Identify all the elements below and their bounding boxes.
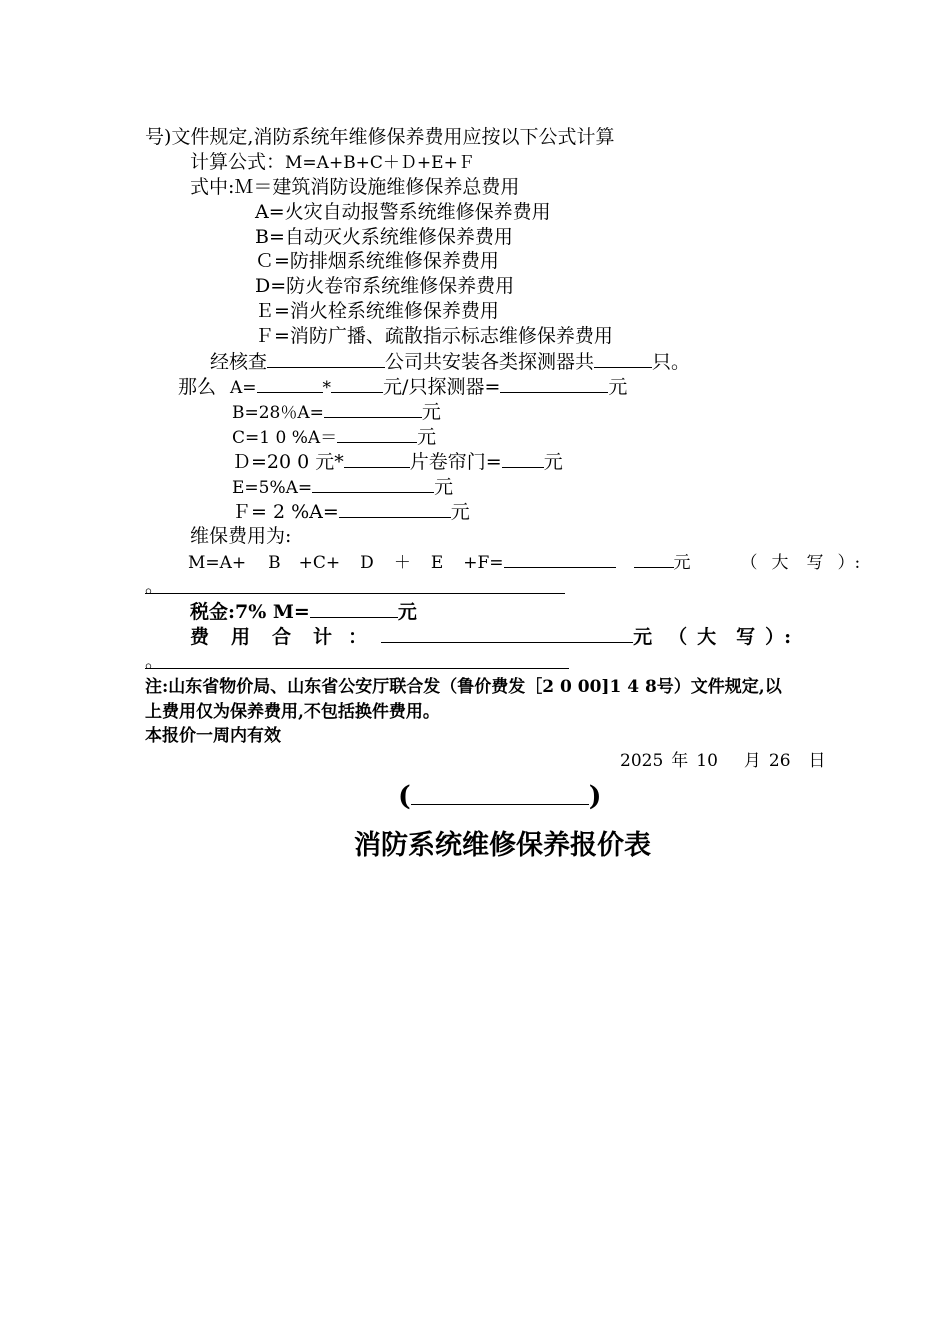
date-month-label: 月 (743, 751, 761, 771)
m-sum-line (188, 549, 860, 575)
a-calc-prefix: A= (230, 378, 257, 398)
page-title: 消防系统维修保养报价表 (354, 830, 651, 861)
date-day: 26 (768, 751, 791, 771)
paren-open: ( (398, 781, 411, 812)
e-yuan: 元 (434, 476, 454, 498)
check-prefix: 经核查 (210, 351, 268, 373)
validity-note: 本报价一周内有效 (145, 726, 281, 746)
m-sum-part: +F= (463, 553, 504, 573)
date-year: 2025 (620, 751, 664, 771)
d-total-blank (502, 449, 544, 468)
upper-word-write: 写 (806, 553, 824, 573)
then-label: 那么 (178, 376, 217, 398)
total-upper-big: 大 (697, 626, 717, 648)
m-sum-yuan: 元 (673, 553, 691, 573)
check-middle: 公司共安装各类探测器共 (385, 351, 595, 373)
upper-paren-open: （ (740, 553, 758, 573)
total-char: ： (348, 626, 368, 648)
total-paren-close: ）: (765, 626, 792, 648)
b-definition: B=自动灭火系统维修保养费用 (255, 226, 513, 248)
f-definition: Ｆ=消防广播、疏散指示标志维修保养费用 (255, 325, 613, 347)
d-calc-prefix: Ｄ=20 0 元* (232, 451, 344, 473)
m-sum-part: +C+ (298, 553, 341, 573)
total-blank (381, 624, 633, 643)
underline-capital-amount (145, 593, 565, 594)
a-calc-star: * (322, 378, 332, 398)
note-line-1: 注:山东省物价局、山东省公安厅联合发（鲁价费发［2 0 00]1 4 8号）文件规定,以 (145, 677, 782, 697)
a-definition: A=火灾自动报警系统维修保养费用 (255, 201, 551, 223)
formula-text: M=A+B+C＋Ｄ+E+Ｆ (285, 153, 475, 173)
fee-label: 维保费用为: (190, 525, 292, 547)
d-definition: D=防火卷帘系统维修保养费用 (255, 275, 515, 297)
period-mark-1: 。 (145, 575, 165, 597)
f-total-blank (339, 499, 451, 518)
detector-count-blank (594, 349, 652, 368)
date-line (620, 749, 826, 773)
company-name-blank (411, 780, 589, 805)
a-calc-line (178, 374, 627, 400)
a-price-blank (331, 374, 383, 393)
formula-line (190, 150, 475, 175)
total-char: 合 (272, 626, 292, 648)
a-calc-unit: 元/只探测器= (383, 376, 501, 398)
f-yuan: 元 (450, 501, 470, 523)
note-line-2: 上费用仅为保养费用,不包括换件费用。 (145, 702, 440, 722)
total-paren-open: （ (668, 626, 688, 648)
tax-label: 税金:7% M= (190, 601, 310, 623)
a-yuan: 元 (608, 376, 628, 398)
f-calc-line (232, 499, 470, 524)
b-total-blank (324, 399, 422, 418)
c-calc-prefix: C=1 0 %A＝ (232, 428, 338, 448)
d-calc-middle: 片卷帘门= (409, 451, 502, 473)
c-total-blank (337, 424, 417, 443)
total-char: 计 (313, 626, 333, 648)
date-day-label: 日 (808, 751, 826, 771)
b-calc-prefix: B=28％A= (232, 403, 324, 423)
total-yuan: 元 (633, 626, 653, 648)
d-calc-line (232, 449, 563, 474)
m-sum-part: ＋ (393, 553, 411, 573)
paren-close: ) (588, 781, 602, 812)
total-line (190, 624, 791, 649)
tax-line (190, 599, 417, 624)
intro-line (145, 125, 614, 149)
where-label: 式中: (190, 176, 235, 198)
check-line (210, 349, 690, 374)
formula-label: 计算公式： (190, 151, 286, 173)
total-char: 费 (190, 626, 210, 648)
c-definition: Ｃ=防排烟系统维修保养费用 (255, 250, 499, 272)
m-definition: Ｍ＝建筑消防设施维修保养总费用 (234, 176, 520, 198)
date-year-label: 年 (671, 751, 689, 771)
c-yuan: 元 (417, 426, 437, 448)
m-sum-part: B (268, 553, 281, 573)
date-month: 10 (696, 751, 718, 771)
m-definition-line (190, 175, 519, 199)
b-calc-line (232, 399, 441, 425)
upper-word-big: 大 (771, 553, 789, 573)
company-blank (267, 349, 385, 368)
e-calc-line (232, 474, 453, 500)
m-sum-blank2 (634, 549, 674, 568)
a-total-blank (500, 374, 608, 393)
intro-text: 号)文件规定,消防系统年维修保养费用应按以下公式计算 (145, 126, 615, 148)
m-sum-blank (504, 549, 616, 568)
m-sum-part: M=A+ (188, 553, 247, 573)
a-count-blank (257, 374, 323, 393)
d-count-blank (344, 449, 410, 468)
tax-yuan: 元 (397, 601, 417, 623)
m-sum-part: E (430, 553, 444, 573)
check-suffix: 只。 (652, 351, 691, 373)
e-calc-prefix: E=5%A= (232, 478, 313, 498)
company-name-placeholder (398, 780, 602, 814)
f-calc-prefix: Ｆ= 2 %A= (232, 501, 339, 523)
period-mark-2: 。 (145, 650, 165, 672)
total-char: 用 (231, 626, 251, 648)
e-total-blank (312, 474, 434, 493)
tax-blank (310, 599, 398, 618)
m-sum-part: D (360, 553, 374, 573)
d-yuan: 元 (543, 451, 563, 473)
c-calc-line (232, 424, 436, 450)
total-upper-write: 写 (736, 626, 756, 648)
underline-total-capital (145, 668, 569, 669)
upper-paren-close: ）: (837, 553, 861, 573)
e-definition: Ｅ=消火栓系统维修保养费用 (255, 300, 499, 322)
b-yuan: 元 (421, 401, 441, 423)
